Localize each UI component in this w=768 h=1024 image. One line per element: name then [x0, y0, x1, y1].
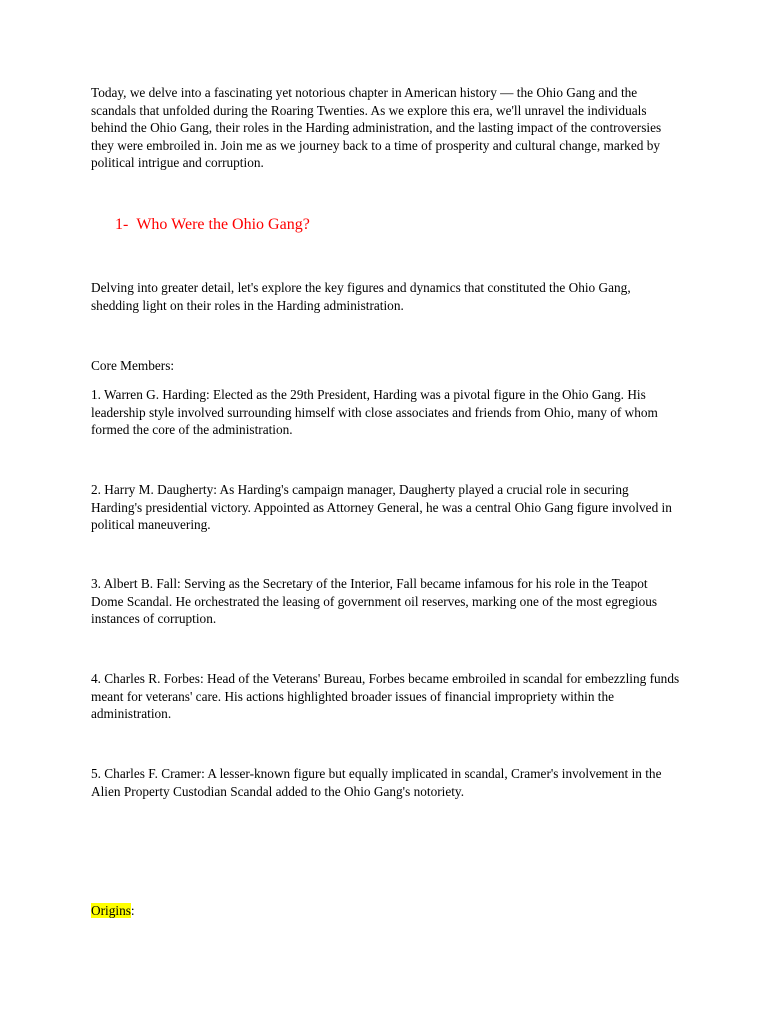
- section-heading: [115, 215, 310, 235]
- member-paragraph: 1. Warren G. Harding: Elected as the 29th President, Harding was a pivotal figure in the Ohio Gang. His leadership style involved surrounding himself with close associates and friends from Ohio, many of whom formed the core of the administration.: [91, 387, 658, 438]
- member-paragraph: 3. Albert B. Fall: Serving as the Secretary of the Interior, Fall became infamous for his role in the Teapot Dome Scandal. He orchestrated the leasing of government oil reserves, marking one of the most egregious instances of corruption.: [91, 576, 658, 627]
- section-intro-paragraph: Delving into greater detail, let's explore the key figures and dynamics that constituted the Ohio Gang, shedding light on their roles in the Harding administration.: [91, 280, 631, 313]
- origins-heading: [91, 902, 681, 920]
- member-paragraph: 4. Charles R. Forbes: Head of the Veterans' Bureau, Forbes became embroiled in scandal for embezzling funds meant for veterans' care. His actions highlighted broader issues of financial impropriety within the administration.: [91, 671, 680, 722]
- section-number: 1-: [115, 216, 129, 233]
- member-paragraph: 2. Harry M. Daugherty: As Harding's campaign manager, Daugherty played a crucial role in securing Harding's presidential victory. Appointed as Attorney General, he was a central Ohio Gang figure involved in political maneuvering.: [91, 482, 672, 533]
- origins-label: Origins: [91, 903, 131, 918]
- section-title: Who Were the Ohio Gang?: [136, 216, 310, 233]
- origins-colon: :: [130, 903, 135, 918]
- core-members-label: Core Members:: [91, 358, 175, 373]
- member-paragraph: 5. Charles F. Cramer: A lesser-known figure but equally implicated in scandal, Cramer's involvement in the Alien Property Custodian Scandal added to the Ohio Gang's notoriety.: [91, 766, 662, 799]
- intro-paragraph: Today, we delve into a fascinating yet notorious chapter in American history — the Ohio Gang and the scandals that unfolded during the Roaring Twenties. As we explore this era, we'll unravel the individuals behind the Ohio Gang, their roles in the Harding administration, and the lasting impact of the controversies they were embroiled in. Join me as we journey back to a time of prosperity and cultural change, marked by political intrigue and corruption.: [91, 85, 662, 171]
